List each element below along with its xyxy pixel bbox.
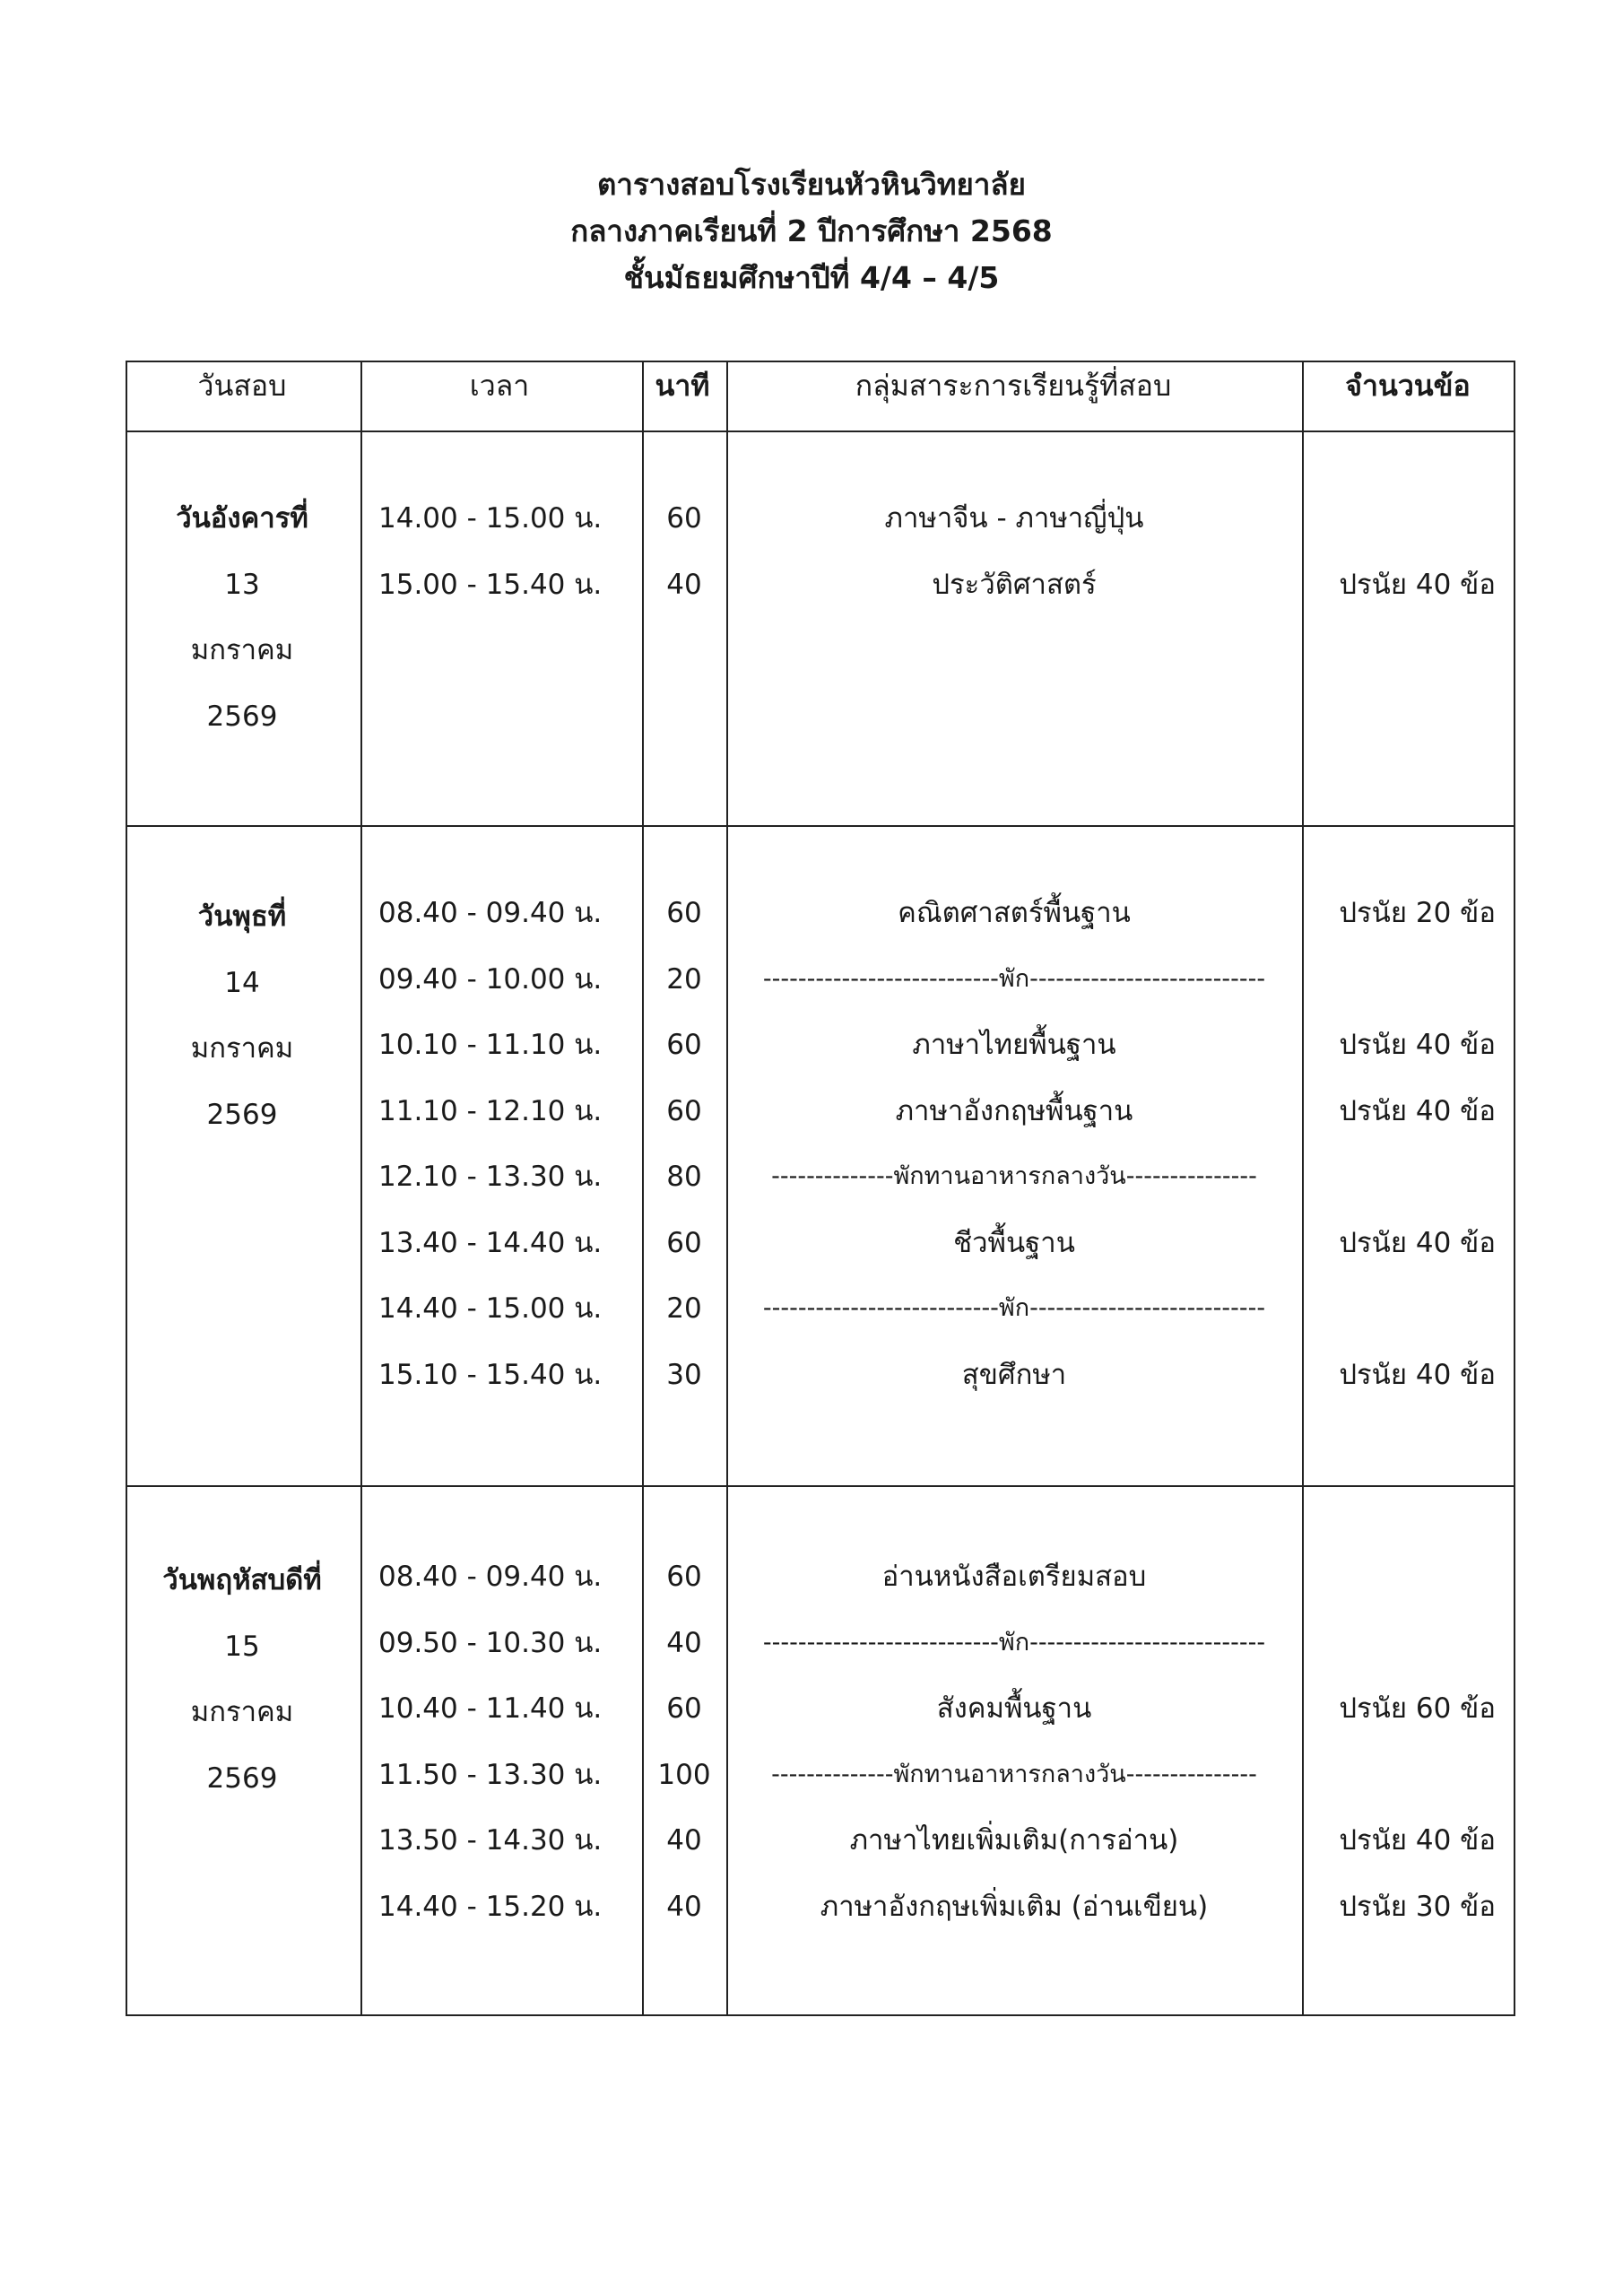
exam-minutes: 60 xyxy=(666,1561,702,1593)
exam-subject: ประวัติศาสตร์ xyxy=(932,568,1097,601)
exam-day-name: วันพฤหัสบดีที่ xyxy=(162,1564,322,1596)
exam-time: 15.10 - 15.40 น. xyxy=(378,1358,603,1391)
exam-subject: สุขศึกษา xyxy=(961,1358,1067,1391)
exam-time: 15.00 - 15.40 น. xyxy=(378,568,603,601)
header-count: จำนวนข้อ xyxy=(1345,369,1471,403)
exam-subject: ภาษาอังกฤษพื้นฐาน xyxy=(895,1094,1133,1127)
title-line-3: ชั้นมัธยมศึกษาปีที่ 4/4 – 4/5 xyxy=(623,260,1000,295)
exam-minutes: 40 xyxy=(666,1626,702,1659)
exam-question-count: ปรนัย 60 ข้อ xyxy=(1339,1692,1496,1725)
exam-subject: ภาษาจีน - ภาษาญี่ปุ่น xyxy=(884,502,1144,535)
exam-minutes: 80 xyxy=(666,1161,702,1193)
block-bottom-border-1 xyxy=(126,825,1514,827)
exam-question-count: ปรนัย 40 ข้อ xyxy=(1339,1226,1496,1259)
exam-time: 13.40 - 14.40 น. xyxy=(378,1226,603,1259)
exam-time: 14.40 - 15.00 น. xyxy=(378,1292,603,1325)
exam-question-count: ปรนัย 30 ข้อ xyxy=(1339,1890,1496,1923)
title-line-1: ตารางสอบโรงเรียนหัวหินวิทยาลัย xyxy=(596,167,1026,202)
exam-time: 11.50 - 13.30 น. xyxy=(378,1758,603,1791)
exam-time: 08.40 - 09.40 น. xyxy=(378,1561,603,1593)
exam-minutes: 60 xyxy=(666,897,702,929)
exam-minutes: 20 xyxy=(666,962,702,996)
column-border-5 xyxy=(1514,361,1515,2016)
exam-day-name: วันอังคารที่ xyxy=(176,502,308,535)
header-bottom-border xyxy=(126,430,1514,432)
header-time: เวลา xyxy=(469,369,530,403)
exam-minutes: 60 xyxy=(666,1226,702,1259)
exam-minutes: 60 xyxy=(666,1029,702,1061)
exam-time: 14.00 - 15.00 น. xyxy=(378,502,603,535)
exam-question-count: ปรนัย 20 ข้อ xyxy=(1339,897,1496,929)
exam-question-count: ปรนัย 40 ข้อ xyxy=(1339,568,1496,601)
exam-time: 13.50 - 14.30 น. xyxy=(378,1824,603,1857)
title-block xyxy=(0,161,1623,301)
exam-time: 11.10 - 12.10 น. xyxy=(378,1094,603,1127)
exam-minutes: 60 xyxy=(666,1094,702,1127)
title-line-2: กลางภาคเรียนที่ 2 ปีการศึกษา 2568 xyxy=(570,213,1053,248)
exam-question-count: ปรนัย 40 ข้อ xyxy=(1339,1358,1496,1391)
header-day: วันสอบ xyxy=(197,369,287,403)
header-subject: กลุ่มสาระการเรียนรู้ที่สอบ xyxy=(855,369,1172,403)
exam-subject: คณิตศาสตร์พื้นฐาน xyxy=(898,897,1131,929)
exam-day-number: 15 xyxy=(224,1630,260,1663)
exam-month: มกราคม xyxy=(190,634,294,666)
exam-time: 10.40 - 11.40 น. xyxy=(378,1692,603,1725)
exam-subject: สังคมพื้นฐาน xyxy=(936,1692,1092,1725)
table-top-border xyxy=(126,361,1514,362)
exam-subject: ภาษาไทยพื้นฐาน xyxy=(912,1029,1116,1061)
exam-minutes: 60 xyxy=(666,1692,702,1725)
break-row: ---------------------------พัก--------------------------- xyxy=(762,1294,1266,1322)
block-bottom-border-3 xyxy=(126,2014,1514,2016)
exam-question-count: ปรนัย 40 ข้อ xyxy=(1339,1094,1496,1127)
exam-question-count: ปรนัย 40 ข้อ xyxy=(1339,1824,1496,1857)
exam-minutes: 40 xyxy=(666,1824,702,1857)
exam-time: 08.40 - 09.40 น. xyxy=(378,897,603,929)
header-minutes: นาที xyxy=(655,369,710,403)
break-row: ---------------------------พัก--------------------------- xyxy=(762,1628,1266,1657)
exam-subject: อ่านหนังสือเตรียมสอบ xyxy=(881,1561,1147,1593)
break-row: --------------พักทานอาหารกลางวัน--------------- xyxy=(771,1162,1257,1190)
exam-minutes: 40 xyxy=(666,1890,702,1923)
column-border-1 xyxy=(360,361,362,2016)
exam-time: 14.40 - 15.20 น. xyxy=(378,1890,603,1923)
exam-month: มกราคม xyxy=(190,1696,294,1728)
exam-subject: ชีวพื้นฐาน xyxy=(953,1226,1075,1259)
exam-subject: ภาษาไทยเพิ่มเติม(การอ่าน) xyxy=(849,1824,1179,1857)
exam-time: 12.10 - 13.30 น. xyxy=(378,1161,603,1193)
exam-day-number: 13 xyxy=(224,568,260,601)
exam-time: 09.40 - 10.00 น. xyxy=(378,962,603,996)
break-row: ---------------------------พัก--------------------------- xyxy=(762,964,1266,993)
exam-subject: ภาษาอังกฤษเพิ่มเติม (อ่านเขียน) xyxy=(820,1890,1209,1923)
exam-day-name: วันพุธที่ xyxy=(197,900,287,933)
exam-day-number: 14 xyxy=(224,966,260,999)
exam-year: 2569 xyxy=(206,1761,278,1795)
exam-time: 09.50 - 10.30 น. xyxy=(378,1626,603,1659)
exam-minutes: 40 xyxy=(666,568,702,601)
exam-question-count: ปรนัย 40 ข้อ xyxy=(1339,1029,1496,1061)
column-border-4 xyxy=(1302,361,1304,2016)
exam-minutes: 100 xyxy=(657,1758,711,1791)
block-bottom-border-2 xyxy=(126,1485,1514,1487)
break-row: --------------พักทานอาหารกลางวัน--------------- xyxy=(771,1760,1257,1788)
exam-month: มกราคม xyxy=(190,1032,294,1065)
exam-minutes: 20 xyxy=(666,1292,702,1325)
exam-time: 10.10 - 11.10 น. xyxy=(378,1029,603,1061)
exam-year: 2569 xyxy=(206,1098,278,1131)
exam-minutes: 30 xyxy=(666,1358,702,1391)
exam-minutes: 60 xyxy=(666,502,702,535)
exam-year: 2569 xyxy=(206,700,278,733)
